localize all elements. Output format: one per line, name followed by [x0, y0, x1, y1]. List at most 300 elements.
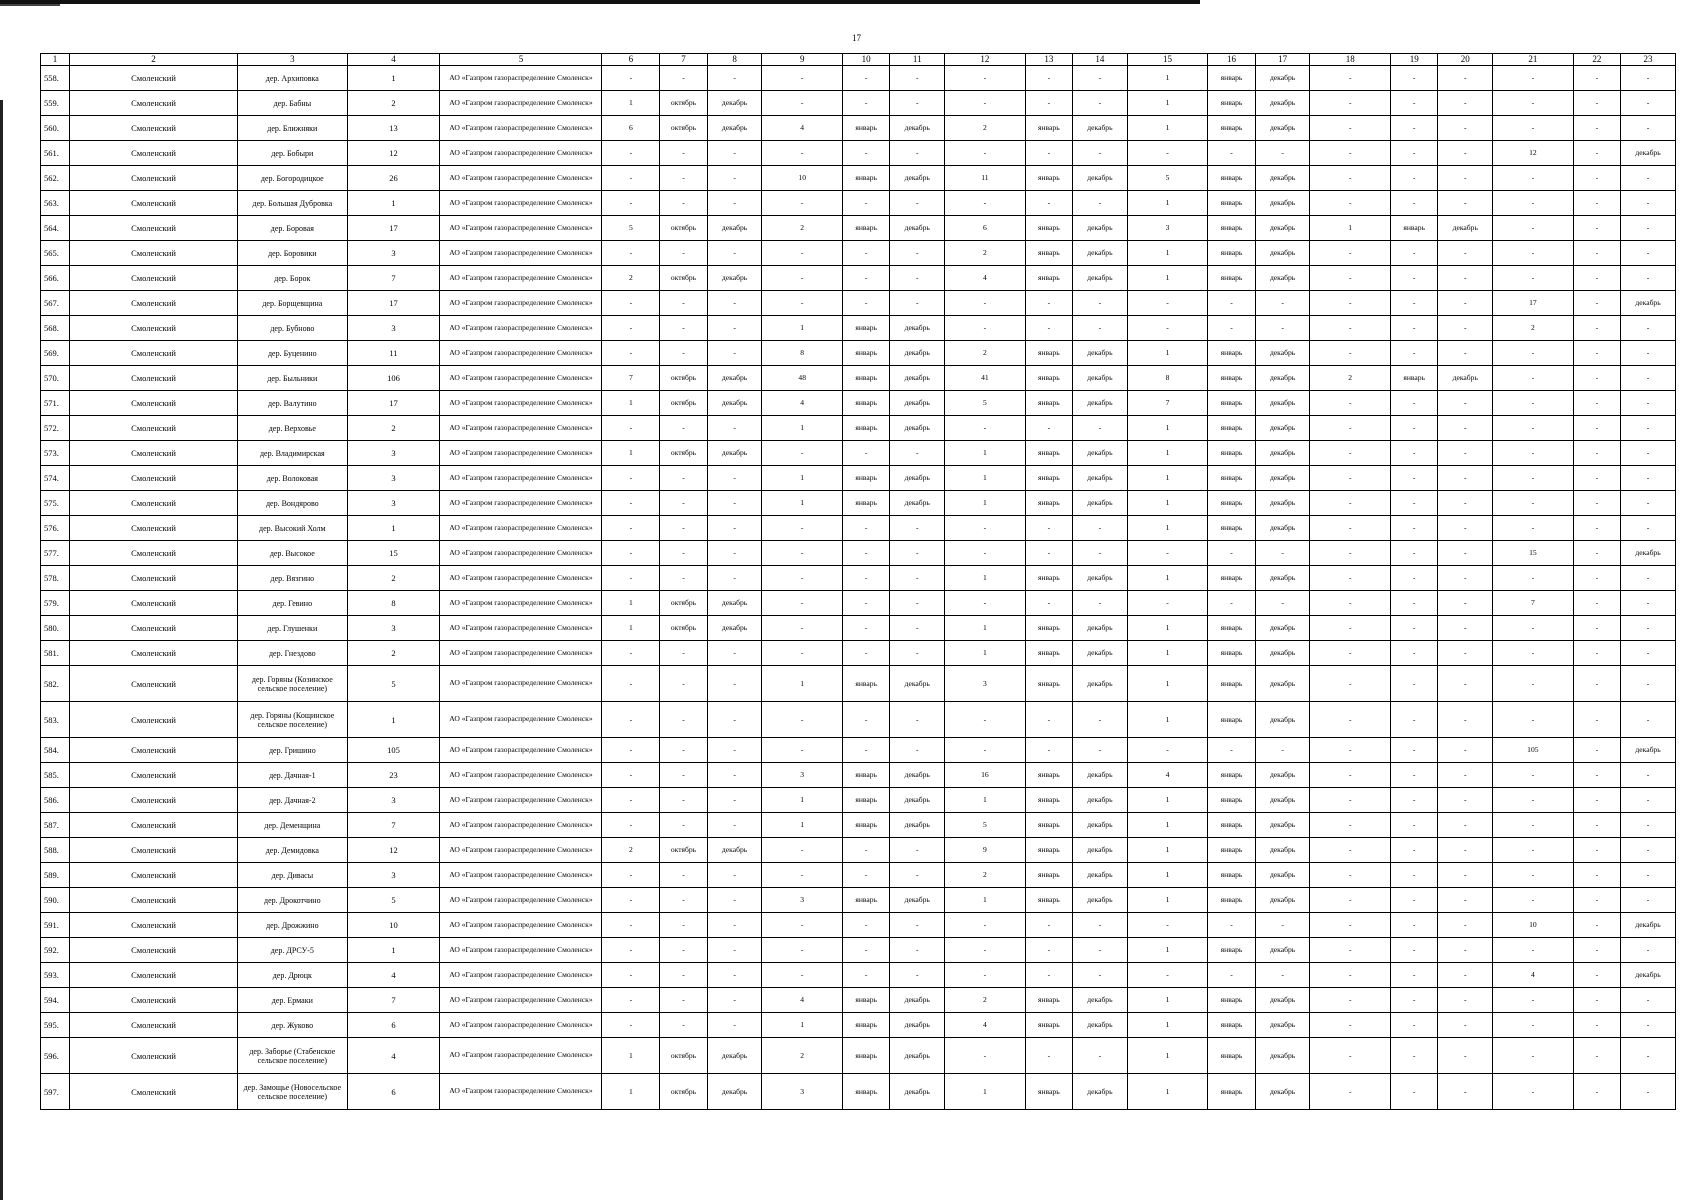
table-cell-col-2: Смоленский [69, 516, 237, 541]
table-cell-col-14: декабрь [1073, 838, 1128, 863]
table-cell-col-21: - [1493, 988, 1574, 1013]
table-cell-col-8: - [707, 938, 762, 963]
table-cell-col-6: - [602, 763, 660, 788]
table-cell-col-16: январь [1208, 763, 1255, 788]
table-cell-col-20: - [1438, 763, 1493, 788]
table-cell-col-5: АО «Газпром газораспределение Смоленск» [440, 466, 602, 491]
table-cell-col-3: дер. Бобыри [238, 141, 347, 166]
table-cell-col-1: 562. [41, 166, 70, 191]
table-cell-col-16: - [1208, 963, 1255, 988]
table-row [41, 166, 1676, 191]
table-cell-col-9: - [762, 291, 843, 316]
table-cell-col-2: Смоленский [69, 216, 237, 241]
table-cell-col-8: - [707, 641, 762, 666]
table-cell-col-15: - [1127, 291, 1208, 316]
table-cell-col-10: - [842, 641, 889, 666]
table-cell-col-20: - [1438, 116, 1493, 141]
table-cell-col-13: - [1025, 702, 1072, 738]
table-cell-col-9: - [762, 241, 843, 266]
table-cell-col-21: 7 [1493, 591, 1574, 616]
table-cell-col-12: 1 [945, 788, 1026, 813]
table-cell-col-14: - [1073, 738, 1128, 763]
table-cell-col-3: дер. Ближняки [238, 116, 347, 141]
table-cell-col-12: 9 [945, 838, 1026, 863]
table-cell-col-17: - [1255, 738, 1310, 763]
table-cell-col-12: 1 [945, 491, 1026, 516]
table-cell-col-13: январь [1025, 366, 1072, 391]
table-cell-col-23: - [1621, 813, 1676, 838]
table-cell-col-11: декабрь [890, 166, 945, 191]
table-cell-col-10: январь [842, 416, 889, 441]
table-cell-col-23: - [1621, 938, 1676, 963]
table-cell-col-3: дер. Дачная-1 [238, 763, 347, 788]
table-cell-col-6: - [602, 166, 660, 191]
table-cell-col-10: январь [842, 391, 889, 416]
table-cell-col-9: - [762, 938, 843, 963]
table-cell-col-14: - [1073, 516, 1128, 541]
table-cell-col-18: - [1310, 988, 1391, 1013]
table-cell-col-6: 1 [602, 91, 660, 116]
table-cell-col-12: - [945, 938, 1026, 963]
table-cell-col-20: - [1438, 141, 1493, 166]
table-cell-col-19: - [1390, 616, 1437, 641]
table-cell-col-5: АО «Газпром газораспределение Смоленск» [440, 566, 602, 591]
table-cell-col-21: 15 [1493, 541, 1574, 566]
table-cell-col-4: 15 [347, 541, 440, 566]
table-cell-col-5: АО «Газпром газораспределение Смоленск» [440, 516, 602, 541]
table-cell-col-1: 566. [41, 266, 70, 291]
table-cell-col-5: АО «Газпром газораспределение Смоленск» [440, 291, 602, 316]
table-cell-col-4: 3 [347, 491, 440, 516]
table-cell-col-16: январь [1208, 1074, 1255, 1110]
table-cell-col-2: Смоленский [69, 441, 237, 466]
table-cell-col-20: декабрь [1438, 366, 1493, 391]
table-cell-col-19: - [1390, 1013, 1437, 1038]
table-cell-col-12: 41 [945, 366, 1026, 391]
table-cell-col-5: АО «Газпром газораспределение Смоленск» [440, 366, 602, 391]
table-cell-col-19: - [1390, 341, 1437, 366]
table-cell-col-3: дер. Буценино [238, 341, 347, 366]
table-cell-col-18: - [1310, 1038, 1391, 1074]
page-number: 17 [852, 33, 861, 43]
table-cell-col-2: Смоленский [69, 391, 237, 416]
table-cell-col-7: - [660, 241, 707, 266]
table-cell-col-10: - [842, 91, 889, 116]
table-cell-col-9: - [762, 738, 843, 763]
table-cell-col-14: - [1073, 913, 1128, 938]
table-cell-col-20: декабрь [1438, 216, 1493, 241]
table-cell-col-20: - [1438, 541, 1493, 566]
table-cell-col-10: январь [842, 341, 889, 366]
table-cell-col-23: - [1621, 66, 1676, 91]
table-cell-col-14: - [1073, 91, 1128, 116]
table-cell-col-10: январь [842, 1074, 889, 1110]
table-row [41, 291, 1676, 316]
table-cell-col-23: декабрь [1621, 141, 1676, 166]
table-cell-col-15: 8 [1127, 366, 1208, 391]
table-cell-col-13: - [1025, 291, 1072, 316]
table-cell-col-10: январь [842, 491, 889, 516]
table-cell-col-14: декабрь [1073, 988, 1128, 1013]
table-cell-col-7: октябрь [660, 838, 707, 863]
table-cell-col-1: 574. [41, 466, 70, 491]
table-cell-col-5: АО «Газпром газораспределение Смоленск» [440, 988, 602, 1013]
table-row [41, 441, 1676, 466]
table-cell-col-2: Смоленский [69, 591, 237, 616]
table-cell-col-1: 588. [41, 838, 70, 863]
table-cell-col-10: - [842, 863, 889, 888]
table-cell-col-3: дер. Архиповка [238, 66, 347, 91]
table-cell-col-23: - [1621, 266, 1676, 291]
table-cell-col-20: - [1438, 738, 1493, 763]
table-cell-col-22: - [1573, 763, 1620, 788]
table-cell-col-23: - [1621, 1013, 1676, 1038]
table-cell-col-13: январь [1025, 241, 1072, 266]
table-cell-col-12: 5 [945, 813, 1026, 838]
table-cell-col-20: - [1438, 963, 1493, 988]
table-cell-col-12: 2 [945, 341, 1026, 366]
table-cell-col-12: - [945, 913, 1026, 938]
table-cell-col-11: декабрь [890, 1038, 945, 1074]
table-row [41, 466, 1676, 491]
table-cell-col-10: январь [842, 1013, 889, 1038]
scan-edge-left [0, 100, 3, 1200]
table-cell-col-9: 4 [762, 988, 843, 1013]
table-cell-col-7: октябрь [660, 391, 707, 416]
table-cell-col-18: - [1310, 666, 1391, 702]
table-cell-col-2: Смоленский [69, 813, 237, 838]
table-cell-col-3: дер. Дрокотчино [238, 888, 347, 913]
table-cell-col-21: - [1493, 491, 1574, 516]
table-cell-col-13: - [1025, 541, 1072, 566]
table-cell-col-6: 1 [602, 1074, 660, 1110]
table-cell-col-4: 10 [347, 913, 440, 938]
table-cell-col-20: - [1438, 1013, 1493, 1038]
table-cell-col-3: дер. Глушенки [238, 616, 347, 641]
table-cell-col-21: 17 [1493, 291, 1574, 316]
table-cell-col-7: - [660, 566, 707, 591]
table-row [41, 591, 1676, 616]
table-cell-col-7: октябрь [660, 1074, 707, 1110]
table-cell-col-15: 1 [1127, 788, 1208, 813]
table-cell-col-14: декабрь [1073, 241, 1128, 266]
table-cell-col-10: - [842, 702, 889, 738]
table-cell-col-6: - [602, 241, 660, 266]
table-cell-col-21: 12 [1493, 141, 1574, 166]
table-cell-col-10: январь [842, 788, 889, 813]
table-cell-col-7: - [660, 66, 707, 91]
table-cell-col-21: - [1493, 366, 1574, 391]
table-cell-col-14: - [1073, 316, 1128, 341]
table-cell-col-18: - [1310, 702, 1391, 738]
table-cell-col-17: декабрь [1255, 888, 1310, 913]
table-cell-col-16: январь [1208, 166, 1255, 191]
table-cell-col-8: - [707, 541, 762, 566]
table-cell-col-15: - [1127, 963, 1208, 988]
table-cell-col-6: - [602, 988, 660, 1013]
table-cell-col-4: 17 [347, 391, 440, 416]
table-cell-col-9: 10 [762, 166, 843, 191]
table-cell-col-18: - [1310, 116, 1391, 141]
table-cell-col-19: - [1390, 266, 1437, 291]
table-cell-col-8: - [707, 516, 762, 541]
table-cell-col-13: - [1025, 591, 1072, 616]
table-cell-col-18: - [1310, 1013, 1391, 1038]
table-row [41, 91, 1676, 116]
table-cell-col-7: - [660, 166, 707, 191]
table-cell-col-6: - [602, 66, 660, 91]
table-cell-col-19: - [1390, 166, 1437, 191]
table-cell-col-9: 1 [762, 788, 843, 813]
table-cell-col-14: декабрь [1073, 491, 1128, 516]
table-cell-col-20: - [1438, 566, 1493, 591]
table-cell-col-13: январь [1025, 641, 1072, 666]
table-cell-col-1: 573. [41, 441, 70, 466]
table-cell-col-13: январь [1025, 788, 1072, 813]
table-cell-col-8: декабрь [707, 216, 762, 241]
table-cell-col-2: Смоленский [69, 416, 237, 441]
table-cell-col-13: январь [1025, 166, 1072, 191]
table-cell-col-10: январь [842, 166, 889, 191]
table-cell-col-3: дер. Дивасы [238, 863, 347, 888]
table-cell-col-1: 597. [41, 1074, 70, 1110]
table-cell-col-6: - [602, 491, 660, 516]
table-cell-col-15: 1 [1127, 241, 1208, 266]
table-cell-col-1: 560. [41, 116, 70, 141]
table-cell-col-11: декабрь [890, 1074, 945, 1110]
column-header-18: 18 [1310, 54, 1391, 66]
table-cell-col-19: - [1390, 702, 1437, 738]
table-cell-col-5: АО «Газпром газораспределение Смоленск» [440, 241, 602, 266]
table-cell-col-20: - [1438, 66, 1493, 91]
table-cell-col-3: дер. Дрожжино [238, 913, 347, 938]
table-cell-col-16: январь [1208, 466, 1255, 491]
table-cell-col-13: январь [1025, 1074, 1072, 1110]
table-cell-col-4: 3 [347, 863, 440, 888]
table-cell-col-2: Смоленский [69, 616, 237, 641]
table-row [41, 341, 1676, 366]
table-cell-col-3: дер. Гришино [238, 738, 347, 763]
table-cell-col-22: - [1573, 91, 1620, 116]
table-cell-col-18: - [1310, 641, 1391, 666]
table-cell-col-23: - [1621, 166, 1676, 191]
table-cell-col-11: - [890, 591, 945, 616]
table-cell-col-12: 3 [945, 666, 1026, 702]
table-row [41, 416, 1676, 441]
column-header-4: 4 [347, 54, 440, 66]
table-cell-col-10: - [842, 913, 889, 938]
table-cell-col-3: дер. Боровая [238, 216, 347, 241]
table-cell-col-7: - [660, 863, 707, 888]
table-cell-col-5: АО «Газпром газораспределение Смоленск» [440, 541, 602, 566]
table-cell-col-16: январь [1208, 441, 1255, 466]
table-cell-col-10: январь [842, 216, 889, 241]
table-cell-col-2: Смоленский [69, 66, 237, 91]
table-cell-col-6: - [602, 738, 660, 763]
table-row [41, 813, 1676, 838]
table-cell-col-2: Смоленский [69, 988, 237, 1013]
table-cell-col-11: декабрь [890, 341, 945, 366]
table-cell-col-10: январь [842, 888, 889, 913]
table-cell-col-21: - [1493, 888, 1574, 913]
table-cell-col-10: - [842, 566, 889, 591]
table-cell-col-18: - [1310, 391, 1391, 416]
table-cell-col-17: декабрь [1255, 91, 1310, 116]
table-cell-col-5: АО «Газпром газораспределение Смоленск» [440, 702, 602, 738]
table-cell-col-17: декабрь [1255, 241, 1310, 266]
table-cell-col-2: Смоленский [69, 963, 237, 988]
column-header-3: 3 [238, 54, 347, 66]
table-cell-col-13: январь [1025, 466, 1072, 491]
table-cell-col-12: 2 [945, 241, 1026, 266]
table-cell-col-21: - [1493, 266, 1574, 291]
table-cell-col-14: - [1073, 591, 1128, 616]
table-cell-col-18: 1 [1310, 216, 1391, 241]
table-cell-col-2: Смоленский [69, 1074, 237, 1110]
table-cell-col-17: декабрь [1255, 66, 1310, 91]
table-cell-col-10: - [842, 738, 889, 763]
table-cell-col-20: - [1438, 391, 1493, 416]
table-cell-col-20: - [1438, 616, 1493, 641]
table-cell-col-4: 6 [347, 1013, 440, 1038]
table-cell-col-9: 1 [762, 1013, 843, 1038]
table-cell-col-8: - [707, 491, 762, 516]
table-cell-col-8: - [707, 1013, 762, 1038]
table-row [41, 491, 1676, 516]
table-cell-col-7: октябрь [660, 116, 707, 141]
table-cell-col-3: дер. Горяны (Козинское сельское поселение) [238, 666, 347, 702]
table-cell-col-5: АО «Газпром газораспределение Смоленск» [440, 913, 602, 938]
table-cell-col-21: - [1493, 416, 1574, 441]
table-cell-col-18: - [1310, 466, 1391, 491]
table-cell-col-5: АО «Газпром газораспределение Смоленск» [440, 963, 602, 988]
table-cell-col-6: 7 [602, 366, 660, 391]
table-cell-col-4: 3 [347, 316, 440, 341]
table-cell-col-4: 3 [347, 241, 440, 266]
table-cell-col-15: 1 [1127, 1013, 1208, 1038]
table-cell-col-12: - [945, 702, 1026, 738]
table-cell-col-10: январь [842, 116, 889, 141]
table-cell-col-3: дер. Владимирская [238, 441, 347, 466]
table-cell-col-19: - [1390, 938, 1437, 963]
table-cell-col-15: 1 [1127, 466, 1208, 491]
table-cell-col-15: - [1127, 541, 1208, 566]
table-cell-col-14: декабрь [1073, 888, 1128, 913]
table-cell-col-1: 571. [41, 391, 70, 416]
table-cell-col-7: - [660, 516, 707, 541]
table-cell-col-8: - [707, 863, 762, 888]
table-cell-col-21: 2 [1493, 316, 1574, 341]
table-cell-col-6: - [602, 1013, 660, 1038]
table-cell-col-16: январь [1208, 838, 1255, 863]
table-cell-col-15: 1 [1127, 191, 1208, 216]
table-cell-col-13: январь [1025, 666, 1072, 702]
table-cell-col-15: 1 [1127, 641, 1208, 666]
table-cell-col-4: 12 [347, 838, 440, 863]
table-cell-col-22: - [1573, 166, 1620, 191]
table-cell-col-21: - [1493, 666, 1574, 702]
table-cell-col-13: январь [1025, 341, 1072, 366]
table-cell-col-3: дер. Боровики [238, 241, 347, 266]
table-cell-col-11: - [890, 641, 945, 666]
table-cell-col-20: - [1438, 466, 1493, 491]
table-cell-col-8: декабрь [707, 1074, 762, 1110]
table-cell-col-22: - [1573, 516, 1620, 541]
table-cell-col-9: - [762, 863, 843, 888]
table-cell-col-15: - [1127, 738, 1208, 763]
table-row [41, 1013, 1676, 1038]
table-cell-col-1: 590. [41, 888, 70, 913]
table-cell-col-7: октябрь [660, 591, 707, 616]
table-cell-col-20: - [1438, 988, 1493, 1013]
table-cell-col-10: - [842, 191, 889, 216]
table-cell-col-9: - [762, 702, 843, 738]
table-cell-col-6: 1 [602, 441, 660, 466]
table-cell-col-14: - [1073, 291, 1128, 316]
table-cell-col-22: - [1573, 938, 1620, 963]
table-cell-col-21: 4 [1493, 963, 1574, 988]
table-cell-col-1: 565. [41, 241, 70, 266]
table-cell-col-11: - [890, 541, 945, 566]
table-cell-col-22: - [1573, 191, 1620, 216]
column-header-20: 20 [1438, 54, 1493, 66]
table-cell-col-12: - [945, 963, 1026, 988]
table-cell-col-6: 1 [602, 1038, 660, 1074]
table-cell-col-16: январь [1208, 863, 1255, 888]
table-cell-col-2: Смоленский [69, 291, 237, 316]
table-cell-col-6: - [602, 788, 660, 813]
table-cell-col-1: 558. [41, 66, 70, 91]
table-cell-col-15: 1 [1127, 813, 1208, 838]
table-cell-col-4: 105 [347, 738, 440, 763]
table-cell-col-17: декабрь [1255, 116, 1310, 141]
table-cell-col-19: - [1390, 66, 1437, 91]
table-cell-col-5: АО «Газпром газораспределение Смоленск» [440, 166, 602, 191]
table-cell-col-11: декабрь [890, 813, 945, 838]
table-cell-col-6: - [602, 191, 660, 216]
table-cell-col-5: АО «Газпром газораспределение Смоленск» [440, 863, 602, 888]
table-row [41, 316, 1676, 341]
table-cell-col-8: - [707, 66, 762, 91]
table-cell-col-13: - [1025, 963, 1072, 988]
table-row [41, 863, 1676, 888]
table-cell-col-8: - [707, 141, 762, 166]
table-cell-col-13: - [1025, 141, 1072, 166]
table-cell-col-23: - [1621, 566, 1676, 591]
table-cell-col-15: 1 [1127, 341, 1208, 366]
table-cell-col-16: январь [1208, 391, 1255, 416]
table-cell-col-1: 564. [41, 216, 70, 241]
table-row [41, 241, 1676, 266]
table-cell-col-16: январь [1208, 566, 1255, 591]
table-cell-col-7: октябрь [660, 91, 707, 116]
table-cell-col-8: - [707, 738, 762, 763]
table-cell-col-21: - [1493, 838, 1574, 863]
table-cell-col-17: декабрь [1255, 702, 1310, 738]
table-cell-col-11: декабрь [890, 416, 945, 441]
table-cell-col-11: - [890, 91, 945, 116]
column-header-10: 10 [842, 54, 889, 66]
table-cell-col-7: октябрь [660, 216, 707, 241]
table-cell-col-13: январь [1025, 863, 1072, 888]
table-cell-col-12: - [945, 1038, 1026, 1074]
table-cell-col-2: Смоленский [69, 666, 237, 702]
table-cell-col-13: январь [1025, 838, 1072, 863]
table-cell-col-7: - [660, 316, 707, 341]
table-cell-col-22: - [1573, 1013, 1620, 1038]
table-cell-col-1: 570. [41, 366, 70, 391]
table-cell-col-22: - [1573, 291, 1620, 316]
